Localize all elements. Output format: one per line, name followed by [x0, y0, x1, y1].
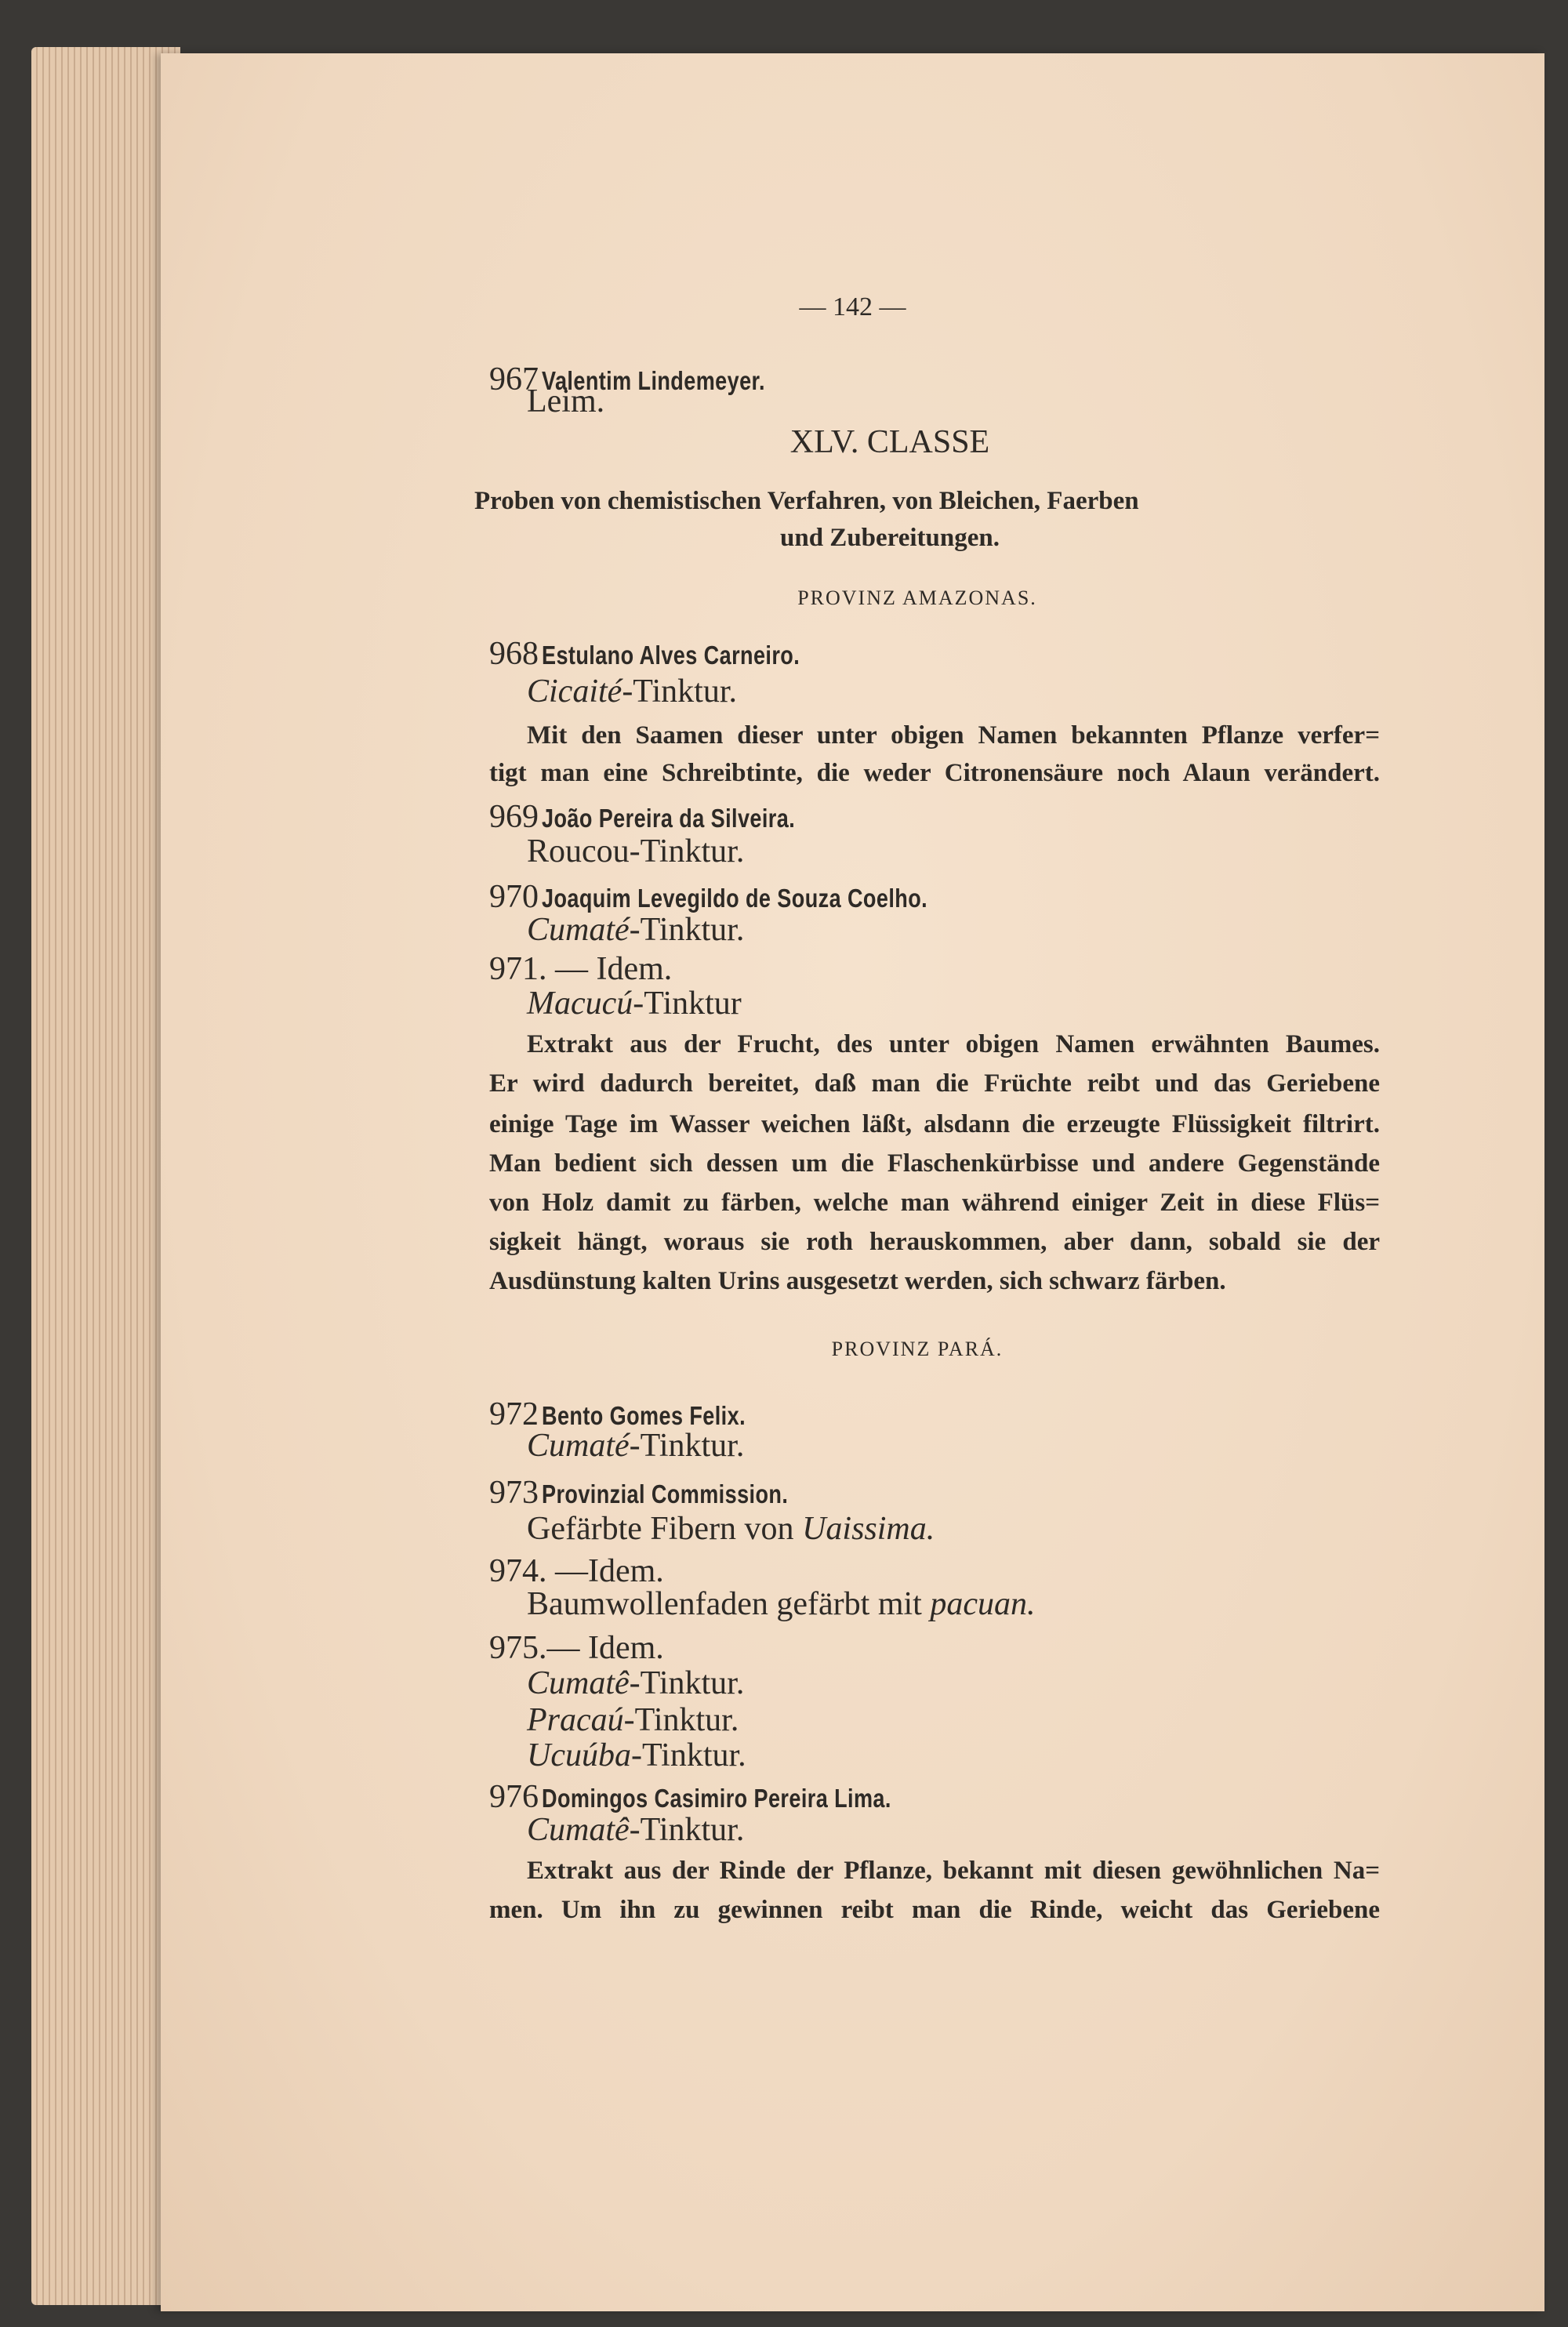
entry-969: [489, 798, 851, 836]
paragraph-line: Mit den Saamen dieser unter obigen Namen bekannten Pflanze verfer=: [527, 721, 1380, 750]
class-title: XLV. CLASSE: [789, 424, 990, 460]
entry-item: [527, 911, 744, 949]
entry-item: [527, 1811, 744, 1849]
entry-968: [489, 635, 856, 673]
item-italic: Cumatê: [527, 1812, 630, 1848]
paragraph-line: Extrakt aus der Rinde der Pflanze, bekannt mit diesen gewöhnlichen Na=: [527, 1857, 1380, 1885]
entry-item: [527, 673, 737, 710]
item-italic: Ucuúba: [527, 1737, 631, 1773]
entry-973: [489, 1474, 842, 1512]
paragraph-line: von Holz damit zu färben, welche man während einiger Zeit in diese Flüs=: [489, 1189, 1380, 1217]
item-text: Baumwollenfaden gefärbt mit: [527, 1586, 931, 1622]
exhibitor-name: Domingos Casimiro Pereira Lima.: [542, 1784, 891, 1813]
item-text: Gefärbte Fibern von: [527, 1511, 803, 1547]
entry-number: 972: [489, 1396, 539, 1432]
entry-item: Leim.: [527, 383, 605, 419]
paragraph-line: Man bedient sich dessen um die Flaschenkürbisse und andere Gegenstände: [489, 1149, 1380, 1178]
paragraph-line: Extrakt aus der Frucht, des unter obigen Namen erwähnten Baumes.: [527, 1030, 1380, 1058]
item-italic: Cumatê: [527, 1665, 630, 1701]
entry-number: 968: [489, 636, 539, 672]
paragraph-line: men. Um ihn zu gewinnen reibt man die Rinde, weicht das Geriebene: [489, 1896, 1380, 1924]
entry-item: [527, 1510, 935, 1548]
province-heading: PROVINZ AMAZONAS.: [797, 586, 1037, 609]
entry-item: [527, 985, 742, 1022]
entry-970: [489, 878, 1012, 916]
item-rest: -Tinktur.: [629, 1665, 745, 1701]
item-rest: -Tinktur.: [629, 1428, 745, 1464]
exhibitor-name: Valentim Lindemeyer.: [542, 366, 765, 395]
item-italic: pacuan.: [930, 1586, 1036, 1622]
entry-item: Roucou-Tinktur.: [527, 833, 745, 869]
exhibitor-name: Provinzial Commission.: [542, 1479, 789, 1508]
entry-975: 975.— Idem.: [489, 1630, 664, 1666]
exhibitor-name: Joaquim Levegildo de Souza Coelho.: [542, 884, 928, 913]
entry-number: 969: [489, 799, 539, 835]
book-page: [161, 53, 1544, 2311]
book-page-edges: [31, 47, 180, 2305]
paragraph-line: sigkeit hängt, woraus sie roth herauskommen, aber dann, sobald sie der: [489, 1228, 1380, 1256]
entry-974: 974. —Idem.: [489, 1553, 664, 1589]
entry-976: [489, 1778, 968, 1816]
class-subtitle-2: und Zubereitungen.: [780, 524, 1000, 552]
entry-item: [527, 1427, 744, 1465]
entry-number: 970: [489, 879, 539, 915]
item-rest: -Tinktur.: [623, 1702, 739, 1738]
item-italic: Cumaté: [527, 1428, 630, 1464]
paragraph-line: Ausdünstung kalten Urins ausgesetzt werden, sich schwarz färben.: [489, 1267, 1226, 1295]
entry-number: 976: [489, 1779, 539, 1815]
item-rest: -Tinktur.: [629, 912, 745, 948]
item-rest: -Tinktur: [633, 986, 742, 1022]
page-number: — 142 —: [799, 292, 906, 321]
paragraph-line: Er wird dadurch bereitet, daß man die Früchte reibt und das Geriebene: [489, 1069, 1380, 1098]
paragraph-line: tigt man eine Schreibtinte, die weder Citronensäure noch Alaun verändert.: [489, 759, 1380, 787]
item-rest: -Tinktur.: [630, 1737, 746, 1773]
item-italic: Macucú: [527, 986, 633, 1022]
exhibitor-name: Bento Gomes Felix.: [542, 1401, 746, 1430]
item-rest: -Tinktur.: [622, 673, 737, 710]
exhibitor-name: Estulano Alves Carneiro.: [542, 641, 800, 670]
entry-971: 971. — Idem.: [489, 951, 673, 987]
exhibitor-name: João Pereira da Silveira.: [542, 804, 796, 833]
entry-item: [527, 1664, 744, 1702]
item-italic: Cicaité: [527, 673, 622, 710]
entry-item: [527, 1701, 739, 1739]
entry-item: [527, 1737, 746, 1774]
item-rest: -Tinktur.: [629, 1812, 745, 1848]
entry-item: [527, 1585, 1036, 1623]
item-italic: Cumaté: [527, 912, 630, 948]
paragraph-line: einige Tage im Wasser weichen läßt, alsdann die erzeugte Flüssigkeit filtrirt.: [489, 1110, 1380, 1138]
entry-number: 967: [489, 361, 539, 398]
class-subtitle: Proben von chemistischen Verfahren, von Bleichen, Faerben: [474, 487, 1139, 515]
item-italic: Uaissima.: [802, 1511, 935, 1547]
item-italic: Pracaú: [527, 1702, 624, 1738]
entry-number: 973: [489, 1475, 539, 1511]
province-heading: PROVINZ PARÁ.: [831, 1338, 1004, 1360]
